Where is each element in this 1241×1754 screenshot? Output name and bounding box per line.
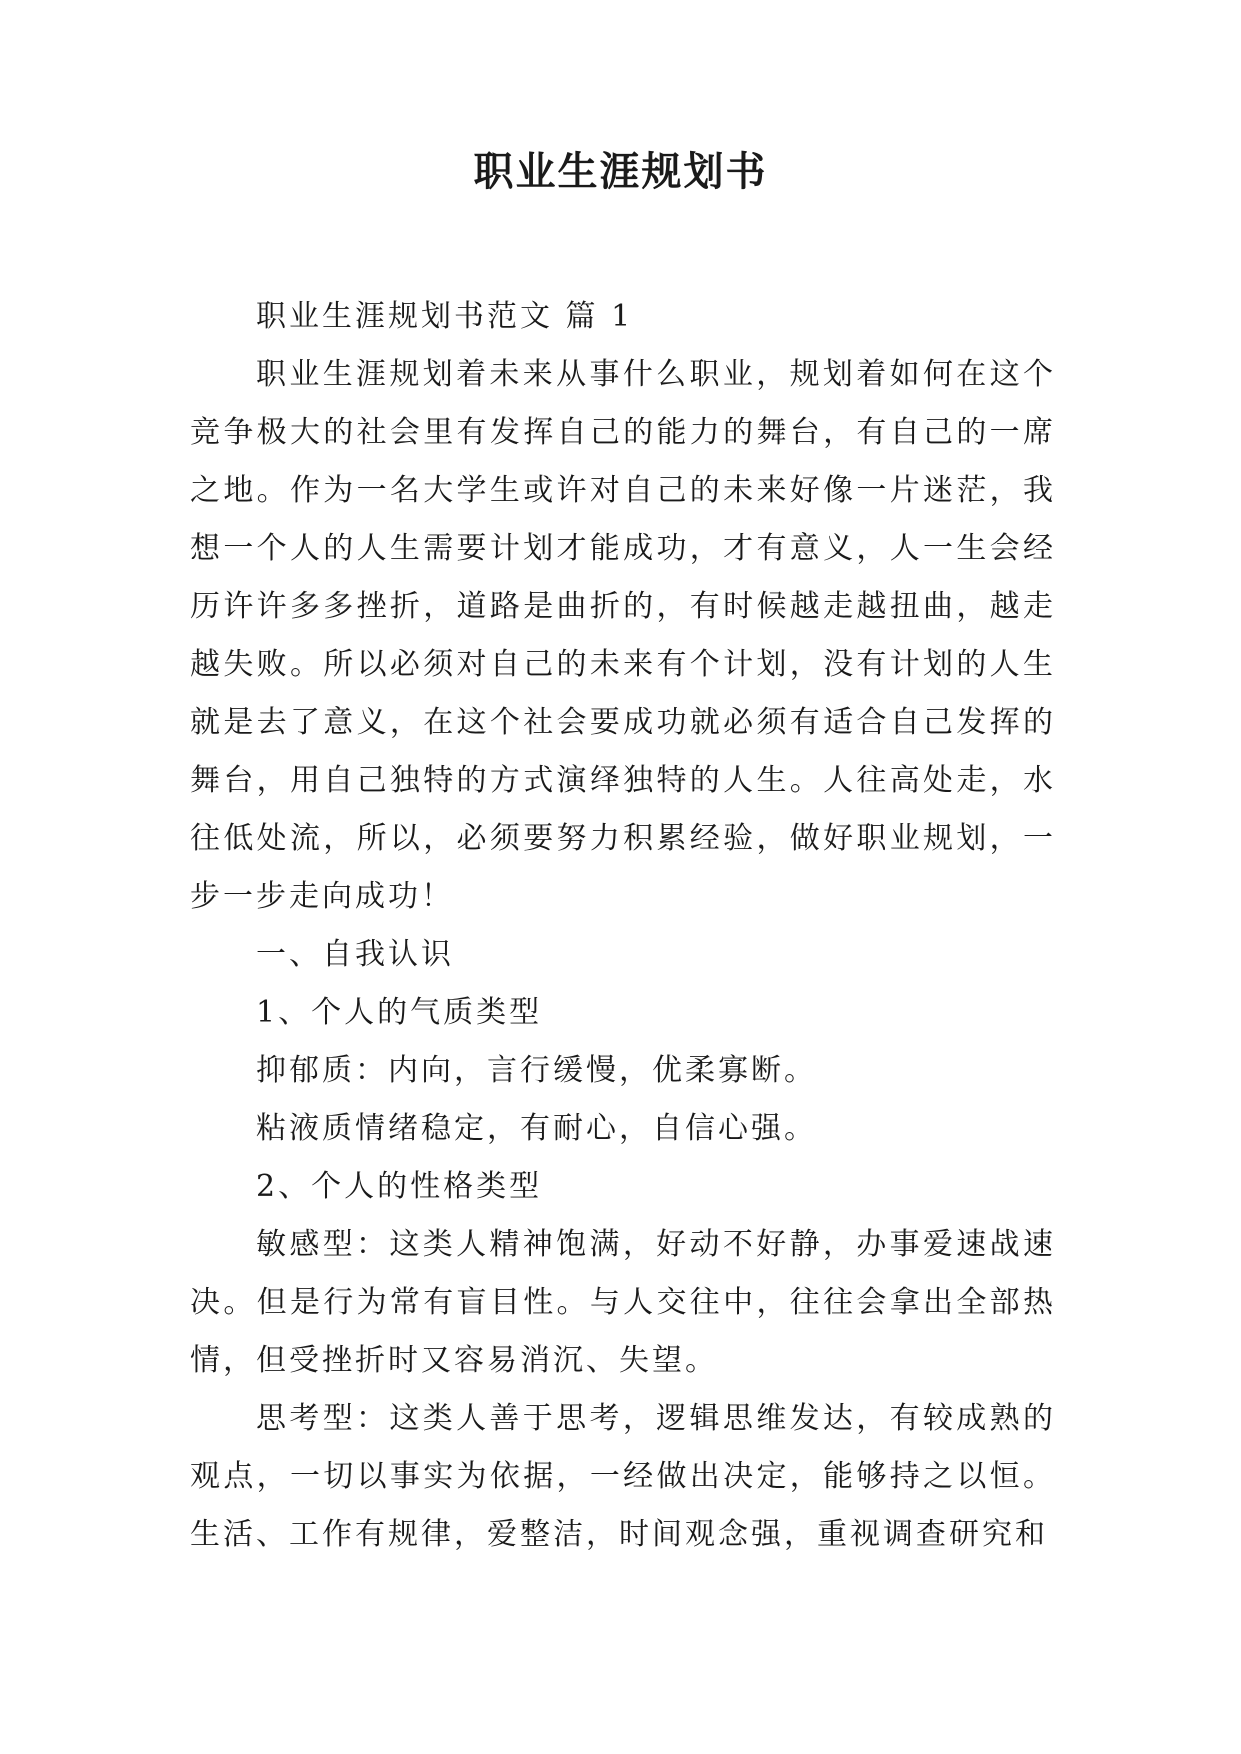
section-heading-self-awareness: 一、自我认识: [256, 937, 454, 972]
subheading-personality-type: 2、个人的性格类型: [256, 1169, 543, 1204]
personality-thinking: 思考型：这类人善于思考，逻辑思维发达，有较成熟的观点，一切以事实为依据，一经做出决定，能够持之以恒。生活、工作有规律，爱整洁，时间观念强，重视调查研究和: [190, 1401, 1056, 1552]
subheading-temperament-type: 1、个人的气质类型: [256, 995, 543, 1030]
intro-paragraph: 职业生涯规划着未来从事什么职业，规划着如何在这个竞争极大的社会里有发挥自己的能力的舞台，有自己的一席之地。作为一名大学生或许对自己的未来好像一片迷茫，我想一个人的人生需要计划才能成功，才有意义，人一生会经历许许多多挫折，道路是曲折的，有时候越走越扭曲，越走越失败。所以必须对自己的未来有个计划，没有计划的人生就是去了意义，在这个社会要成功就必须有适合自己发挥的舞台，用自己独特的方式演绎独特的人生。人往高处走，水往低处流，所以，必须要努力积累经验，做好职业规划，一步一步走向成功！: [190, 357, 1056, 914]
section-heading-sample-1: 职业生涯规划书范文 篇 1: [256, 299, 634, 334]
temperament-phlegmatic: 粘液质情绪稳定，有耐心，自信心强。: [256, 1111, 817, 1146]
temperament-melancholic: 抑郁质：内向，言行缓慢，优柔寡断。: [256, 1053, 817, 1088]
document-title: 职业生涯规划书: [473, 148, 768, 195]
personality-sensitive: 敏感型：这类人精神饱满，好动不好静，办事爱速战速决。但是行为常有盲目性。与人交往中，往往会拿出全部热情，但受挫折时又容易消沉、失望。: [190, 1227, 1056, 1378]
document-body: [190, 288, 1056, 1564]
